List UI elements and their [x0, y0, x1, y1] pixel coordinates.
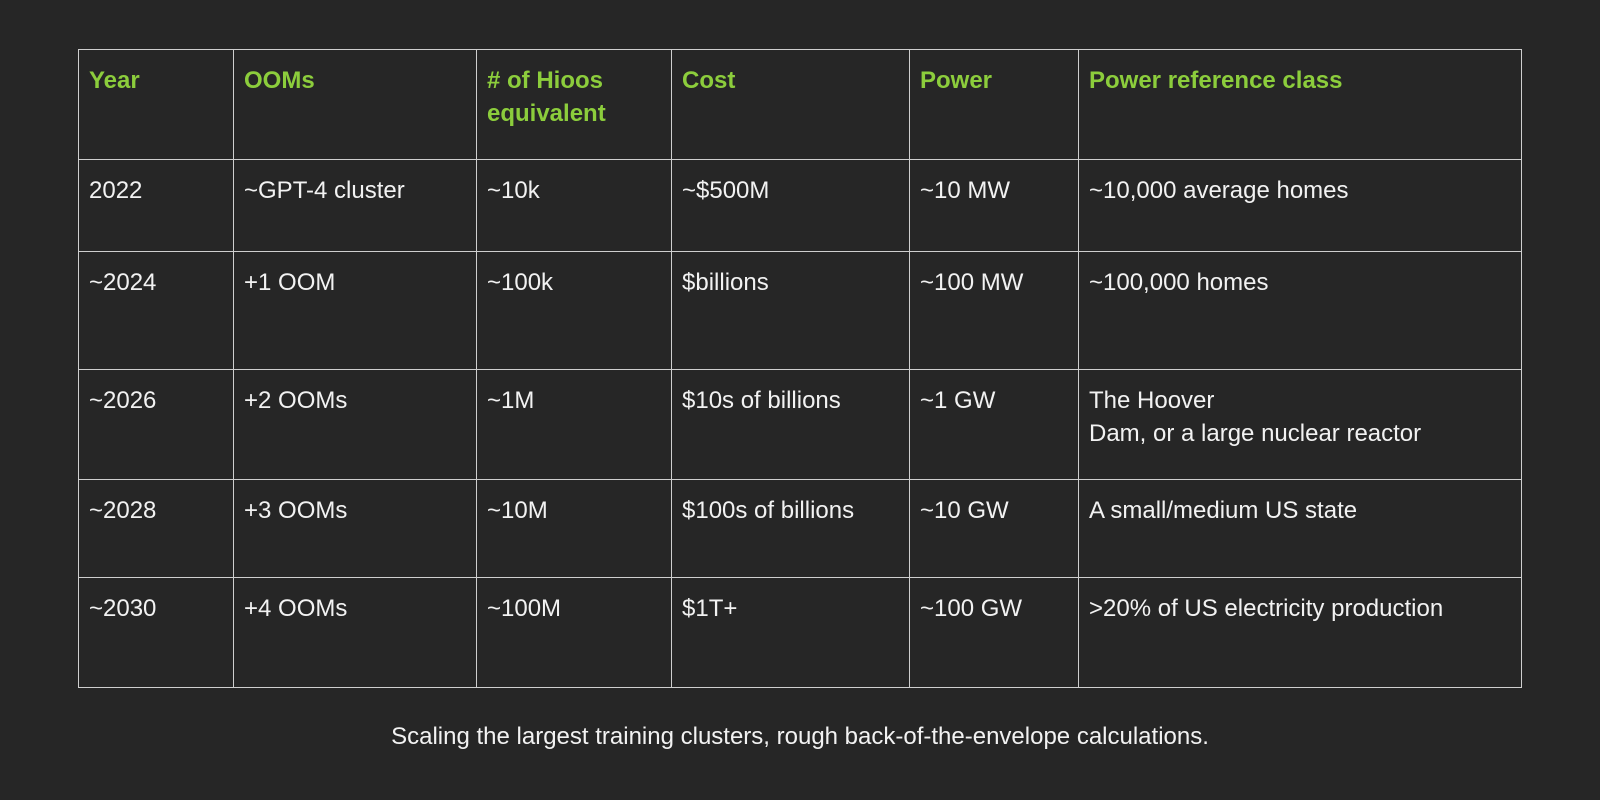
cell-cost: $billions [672, 252, 910, 370]
cell-power-reference: ~100,000 homes [1079, 252, 1522, 370]
cell-gpu-equivalent: ~1M [477, 370, 672, 480]
cell-power: ~10 MW [910, 160, 1079, 252]
table-header-row [79, 50, 1522, 160]
cell-power-reference: >20% of US electricity production [1079, 578, 1522, 688]
cell-power-reference: The Hoover Dam, or a large nuclear reactor [1079, 370, 1522, 480]
training-clusters-table [78, 49, 1522, 688]
cell-power: ~100 GW [910, 578, 1079, 688]
table-row [79, 578, 1522, 688]
cell-cost: $1T+ [672, 578, 910, 688]
cell-ooms: +3 OOMs [234, 480, 477, 578]
table-row [79, 252, 1522, 370]
cell-ooms: +4 OOMs [234, 578, 477, 688]
cell-power-reference: ~10,000 average homes [1079, 160, 1522, 252]
cell-gpu-equivalent: ~100M [477, 578, 672, 688]
table-row [79, 480, 1522, 578]
cell-year: ~2026 [79, 370, 234, 480]
header-gpu-equivalent: # of Hioos equivalent [477, 50, 672, 160]
table-caption: Scaling the largest training clusters, rough back-of-the-envelope calculations. [391, 723, 1209, 750]
cell-ooms: +1 OOM [234, 252, 477, 370]
table-row [79, 370, 1522, 480]
header-year: Year [79, 50, 234, 160]
cell-ooms: +2 OOMs [234, 370, 477, 480]
cell-power: ~10 GW [910, 480, 1079, 578]
cell-year: ~2024 [79, 252, 234, 370]
table-row [79, 160, 1522, 252]
cell-power-reference: A small/medium US state [1079, 480, 1522, 578]
cell-cost: $100s of billions [672, 480, 910, 578]
cell-cost: $10s of billions [672, 370, 910, 480]
cell-gpu-equivalent: ~100k [477, 252, 672, 370]
cell-year: ~2030 [79, 578, 234, 688]
cell-ooms: ~GPT-4 cluster [234, 160, 477, 252]
cell-cost: ~$500M [672, 160, 910, 252]
cell-year: 2022 [79, 160, 234, 252]
header-ooms: OOMs [234, 50, 477, 160]
header-power-reference-class: Power reference class [1079, 50, 1522, 160]
cell-gpu-equivalent: ~10M [477, 480, 672, 578]
header-power: Power [910, 50, 1079, 160]
header-cost: Cost [672, 50, 910, 160]
cell-year: ~2028 [79, 480, 234, 578]
cell-power: ~100 MW [910, 252, 1079, 370]
cell-gpu-equivalent: ~10k [477, 160, 672, 252]
cell-power: ~1 GW [910, 370, 1079, 480]
